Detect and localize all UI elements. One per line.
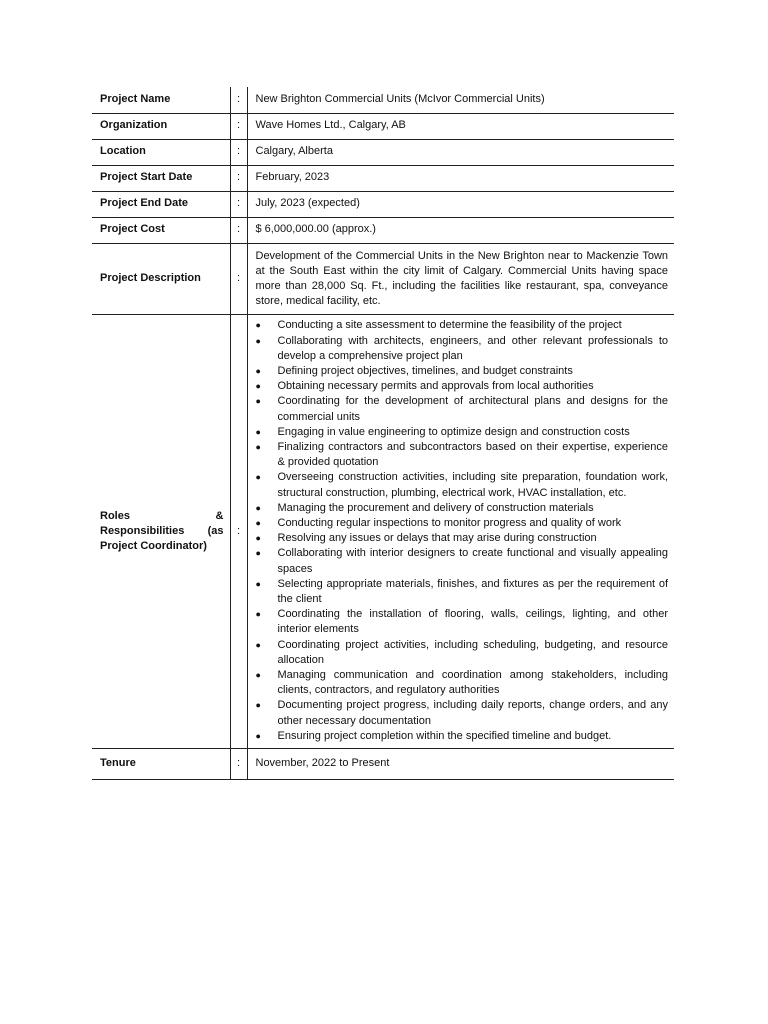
list-item xyxy=(256,531,669,546)
bullet-icon: ● xyxy=(255,426,261,437)
list-item xyxy=(256,638,669,668)
list-item xyxy=(256,577,669,607)
separator: : xyxy=(230,749,247,780)
list-item xyxy=(256,607,669,637)
start-date-value: February, 2023 xyxy=(247,165,674,191)
roles-list xyxy=(256,315,669,748)
list-item-text: Defining project objectives, timelines, and budget constraints xyxy=(277,364,573,377)
roles-cell xyxy=(247,315,674,749)
bullet-icon: ● xyxy=(255,517,261,528)
list-item-text: Coordinating project activities, including scheduling, budgeting, and resource allocation xyxy=(277,638,668,666)
separator: : xyxy=(230,165,247,191)
project-cost-label: Project Cost xyxy=(92,217,230,243)
end-date-label: Project End Date xyxy=(92,191,230,217)
separator: : xyxy=(230,113,247,139)
list-item xyxy=(256,729,669,744)
list-item-text: Coordinating for the development of architectural plans and designs for the commercial units xyxy=(277,395,668,423)
bullet-icon: ● xyxy=(255,365,261,376)
list-item xyxy=(256,425,669,440)
bullet-icon: ● xyxy=(255,700,261,711)
bullet-icon: ● xyxy=(255,396,261,407)
list-item xyxy=(256,364,669,379)
project-name-label: Project Name xyxy=(92,87,230,113)
list-item-text: Collaborating with interior designers to create functional and visually appealing spaces xyxy=(277,547,668,575)
separator: : xyxy=(230,243,247,315)
list-item-text: Coordinating the installation of flooring, walls, ceilings, lighting, and other interior elements xyxy=(277,608,668,636)
bullet-icon: ● xyxy=(255,639,261,650)
list-item xyxy=(256,440,669,470)
list-item-text: Managing the procurement and delivery of construction materials xyxy=(277,501,594,514)
organization-value: Wave Homes Ltd., Calgary, AB xyxy=(247,113,674,139)
list-item-text: Engaging in value engineering to optimize design and construction costs xyxy=(277,425,630,438)
separator: : xyxy=(230,87,247,113)
bullet-icon: ● xyxy=(255,730,261,741)
bullet-icon: ● xyxy=(255,320,261,331)
list-item-text: Managing communication and coordination among stakeholders, including clients, contractors, and regulatory authorities xyxy=(277,668,668,697)
list-item-text: Obtaining necessary permits and approvals from local authorities xyxy=(277,380,594,393)
start-date-label: Project Start Date xyxy=(92,165,230,191)
row-project-cost xyxy=(92,217,674,243)
tenure-value: November, 2022 to Present xyxy=(247,749,674,780)
list-item xyxy=(256,546,669,576)
list-item-text: Collaborating with architects, engineers, and other relevant professionals to develop a comprehensive project plan xyxy=(277,334,668,362)
list-item-text: Selecting appropriate materials, finishes, and fixtures as per the requirement of the client xyxy=(277,577,668,605)
separator: : xyxy=(230,191,247,217)
location-value: Calgary, Alberta xyxy=(247,139,674,165)
list-item xyxy=(256,394,669,424)
project-info-table xyxy=(92,87,674,780)
list-item xyxy=(256,668,669,698)
list-item xyxy=(256,318,669,333)
list-item-text: Documenting project progress, including daily reports, change orders, and any other necessary documentation xyxy=(277,699,668,727)
separator: : xyxy=(230,139,247,165)
bullet-icon: ● xyxy=(255,669,261,680)
row-start-date xyxy=(92,165,674,191)
list-item xyxy=(256,698,669,728)
end-date-value: July, 2023 (expected) xyxy=(247,191,674,217)
row-project-name xyxy=(92,87,674,113)
organization-label: Organization xyxy=(92,113,230,139)
list-item xyxy=(256,470,669,500)
list-item xyxy=(256,501,669,516)
list-item xyxy=(256,334,669,364)
separator: : xyxy=(230,217,247,243)
bullet-icon: ● xyxy=(255,335,261,346)
project-description-label: Project Description xyxy=(92,243,230,315)
list-item-text: Ensuring project completion within the specified timeline and budget. xyxy=(277,729,612,742)
list-item-text: Resolving any issues or delays that may arise during construction xyxy=(277,532,597,545)
list-item xyxy=(256,379,669,394)
row-organization xyxy=(92,113,674,139)
tenure-label: Tenure xyxy=(92,749,230,780)
separator: : xyxy=(230,315,247,749)
roles-label: Roles & Responsibilities (as Project Coordinator) xyxy=(92,315,230,749)
row-tenure xyxy=(92,749,674,780)
list-item xyxy=(256,516,669,531)
bullet-icon: ● xyxy=(255,609,261,620)
row-end-date xyxy=(92,191,674,217)
list-item-text: Conducting a site assessment to determine the feasibility of the project xyxy=(277,319,622,332)
project-name-value: New Brighton Commercial Units (McIvor Commercial Units) xyxy=(247,87,674,113)
bullet-icon: ● xyxy=(255,472,261,483)
project-description-value: Development of the Commercial Units in the New Brighton near to Mackenzie Town at the South East within the city limit of Calgary. Commercial Units having space more than 28,000 Sq. Ft., including the facilities like restaurant, spa, conveyance store, medical facility, etc. xyxy=(247,243,674,315)
row-project-description xyxy=(92,243,674,315)
project-cost-value: $ 6,000,000.00 (approx.) xyxy=(247,217,674,243)
list-item-text: Finalizing contractors and subcontractors based on their expertise, experience & provided quotation xyxy=(277,440,668,469)
bullet-icon: ● xyxy=(255,548,261,559)
bullet-icon: ● xyxy=(255,441,261,452)
list-item-text: Overseeing construction activities, including site preparation, foundation work, structural construction, plumbing, electrical work, HVAC installation, etc. xyxy=(277,471,668,499)
location-label: Location xyxy=(92,139,230,165)
bullet-icon: ● xyxy=(255,578,261,589)
row-location xyxy=(92,139,674,165)
bullet-icon: ● xyxy=(255,381,261,392)
row-roles xyxy=(92,315,674,749)
bullet-icon: ● xyxy=(255,502,261,513)
list-item-text: Conducting regular inspections to monitor progress and quality of work xyxy=(277,516,622,529)
bullet-icon: ● xyxy=(255,533,261,544)
